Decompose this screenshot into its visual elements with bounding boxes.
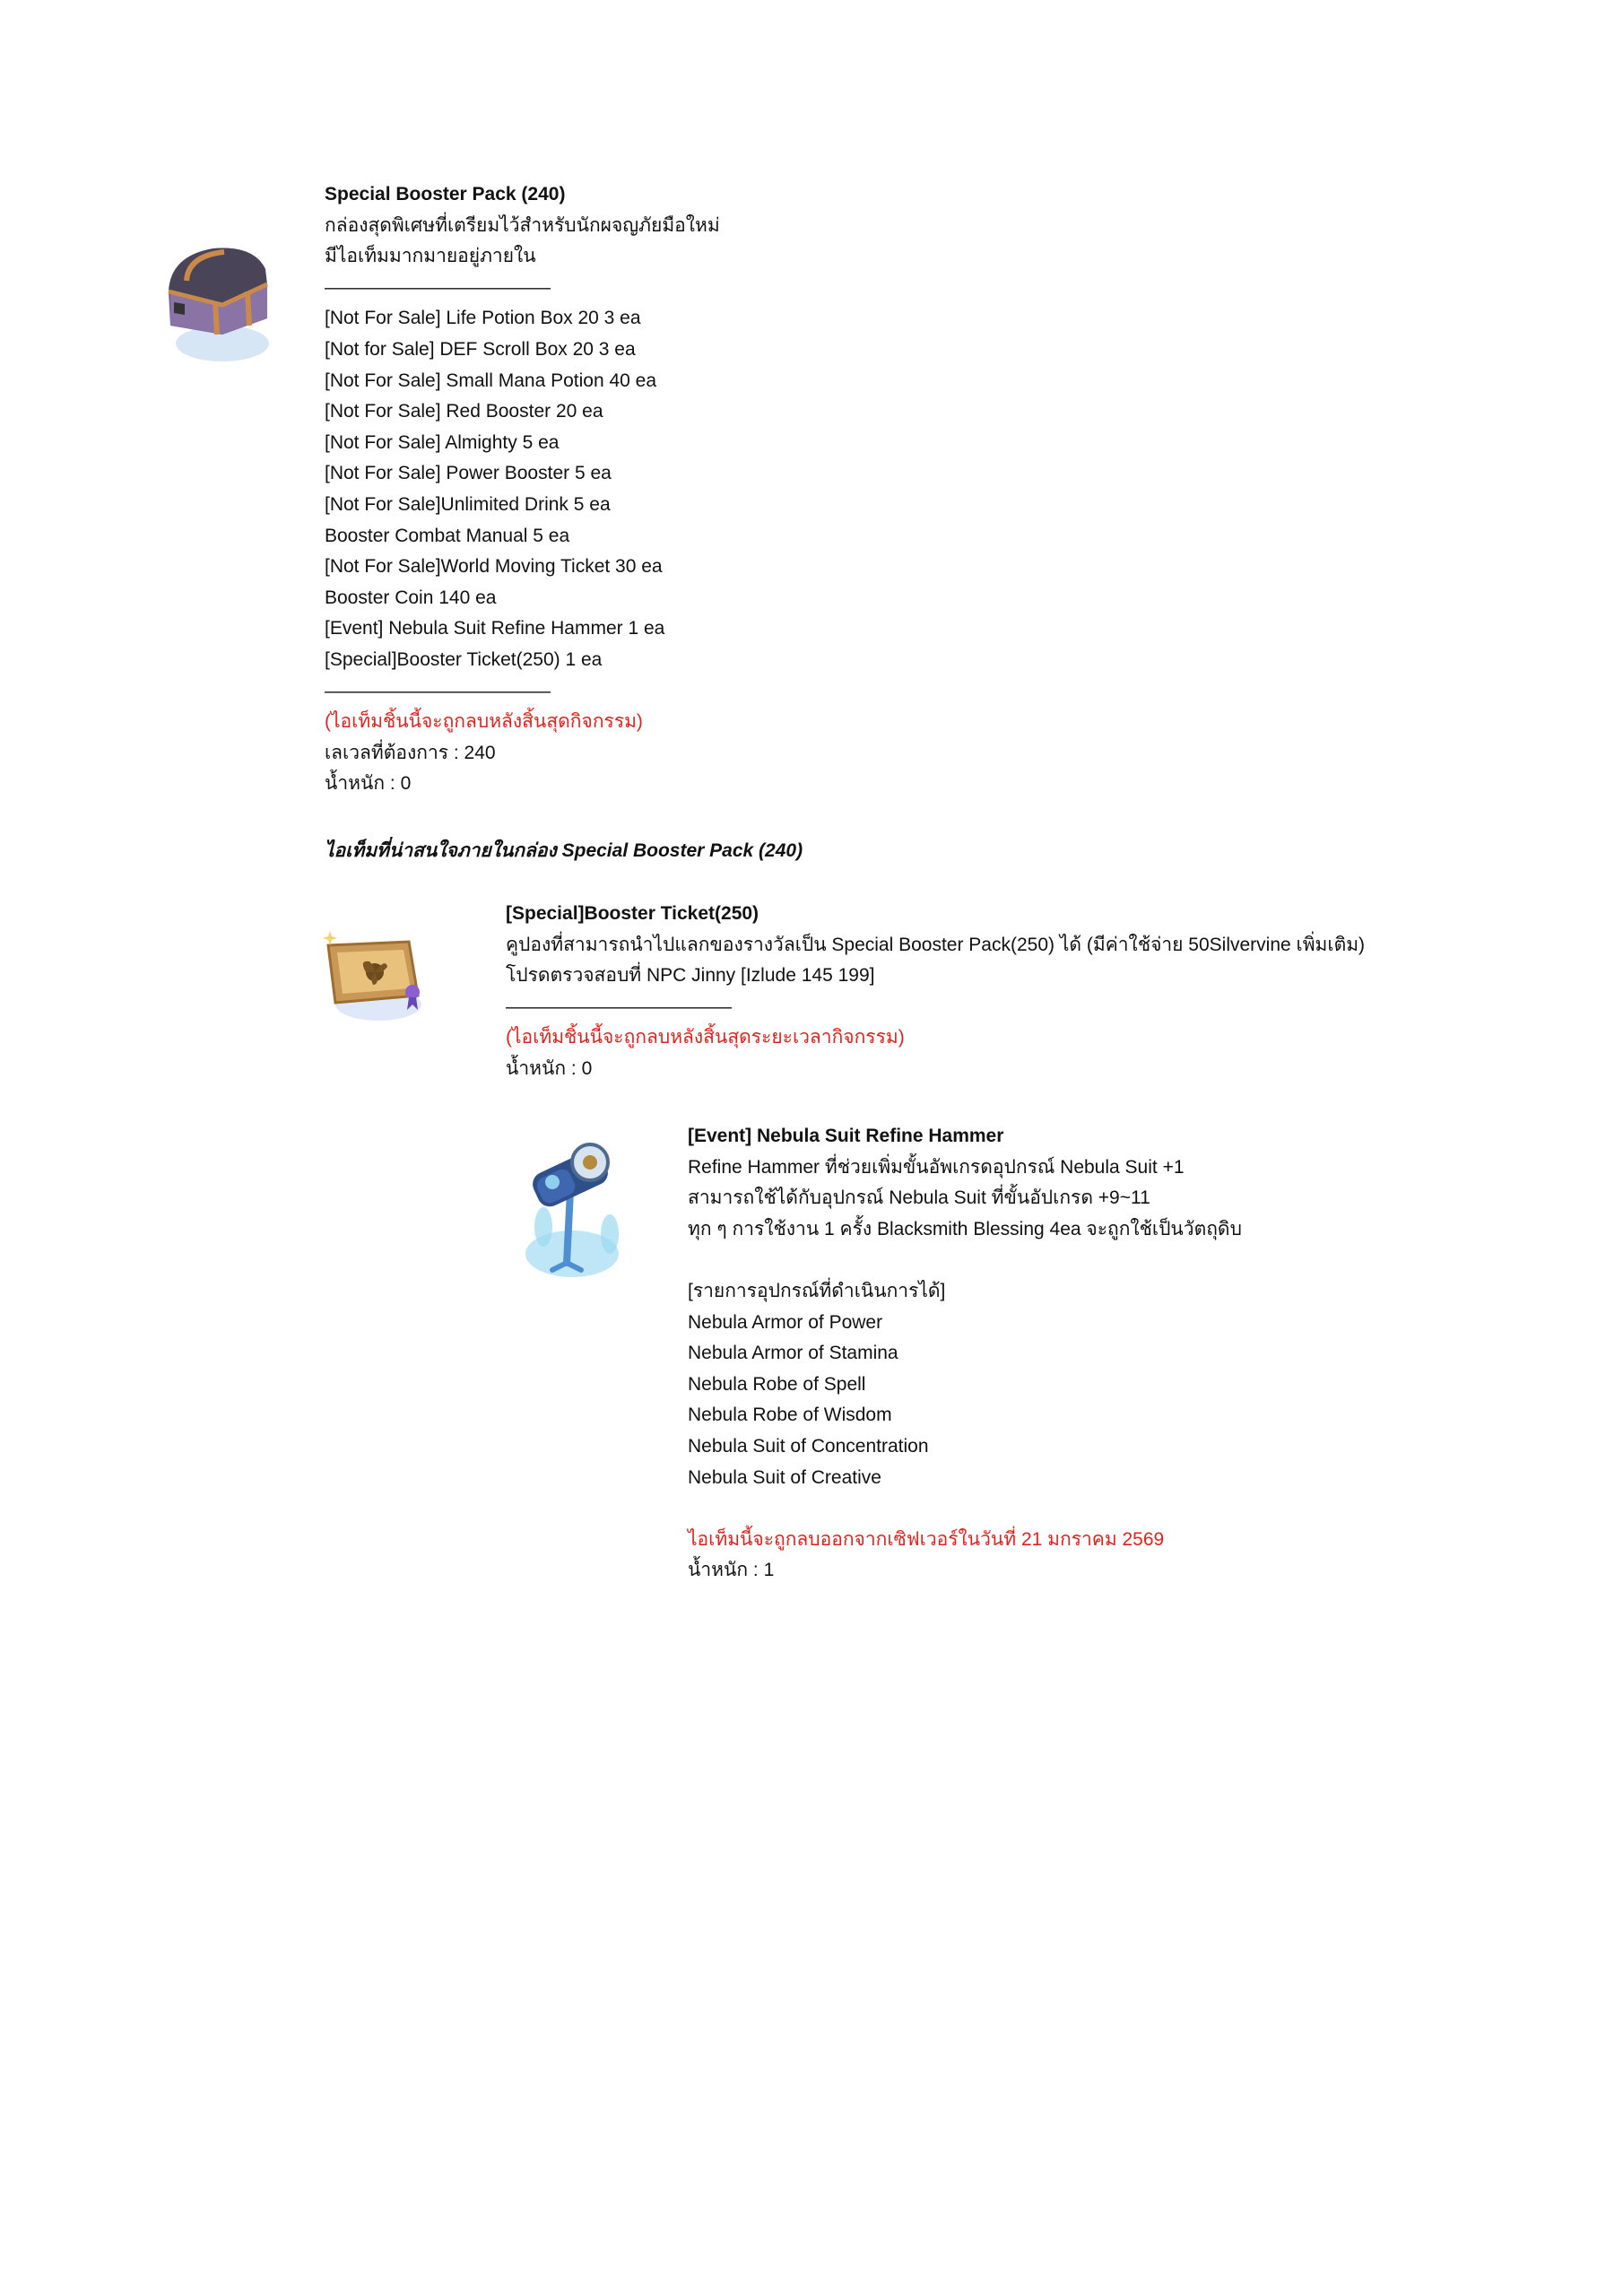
pack-warning: (ไอเท็มชิ้นนี้จะถูกลบหลังสิ้นสุดกิจกรรม) — [325, 711, 643, 733]
ticket-line-2: โปรดตรวจสอบที่ NPC Jinny [Izlude 145 199] — [506, 965, 875, 987]
equipment-item: Nebula Suit of Concentration — [688, 1435, 929, 1457]
pack-level: เลเวลที่ต้องการ : 240 — [325, 742, 496, 763]
hammer-line-2: สามารถใช้ได้กับอุปกรณ์ Nebula Suit ที่ขั้นอัปเกรด +9~11 — [688, 1187, 1150, 1209]
pack-description-2: มีไอเท็มมากมายอยู่ภายใน — [325, 246, 536, 267]
pack-item: [Special]Booster Ticket(250) 1 ea — [325, 648, 603, 670]
booster-ticket-icon — [323, 926, 430, 1024]
section-heading — [325, 836, 803, 867]
pack-item: [Not For Sale] Power Booster 5 ea — [325, 463, 612, 484]
pack-item: [Not For Sale] Small Mana Potion 40 ea — [325, 370, 657, 391]
hammer-section — [688, 1121, 1611, 1587]
equipment-item: Nebula Robe of Spell — [688, 1373, 866, 1395]
ticket-warning: (ไอเท็มชิ้นนี้จะถูกลบหลังสิ้นสุดระยะเวลากิจกรรม) — [506, 1027, 905, 1048]
pack-item: [Not For Sale] Almighty 5 ea — [325, 431, 560, 453]
ticket-section — [506, 899, 1609, 1085]
ticket-title: [Special]Booster Ticket(250) — [506, 903, 759, 924]
pack-item: [Not for Sale] DEF Scroll Box 20 3 ea — [325, 338, 636, 360]
hammer-title: [Event] Nebula Suit Refine Hammer — [688, 1126, 1004, 1146]
pack-item: [Not For Sale]Unlimited Drink 5 ea — [325, 493, 611, 515]
pack-item: [Event] Nebula Suit Refine Hammer 1 ea — [325, 618, 665, 639]
section-heading-name: Special Booster Pack (240) — [561, 840, 803, 861]
equipment-item: Nebula Armor of Power — [688, 1311, 883, 1333]
pack-item: Booster Combat Manual 5 ea — [325, 525, 570, 546]
equipment-item: Nebula Suit of Creative — [688, 1466, 881, 1488]
pack-item: Booster Coin 140 ea — [325, 587, 497, 608]
pack-item: [Not For Sale] Life Potion Box 20 3 ea — [325, 308, 641, 329]
pack-weight: น้ำหนัก : 0 — [325, 773, 412, 795]
hammer-line-3: ทุก ๆ การใช้งาน 1 ครั้ง Blacksmith Blessing 4ea จะถูกใช้เป็นวัตถุดิบ — [688, 1218, 1242, 1239]
blank-line — [688, 1493, 1611, 1525]
hammer-weight: น้ำหนัก : 1 — [688, 1560, 775, 1581]
ticket-weight: น้ำหนัก : 0 — [506, 1057, 593, 1079]
pack-title: Special Booster Pack (240) — [325, 184, 566, 204]
pack-divider-bottom: ———————————— — [325, 680, 551, 701]
equipment-item: Nebula Armor of Stamina — [688, 1343, 898, 1364]
hammer-warning: ไอเท็มนี้จะถูกลบออกจากเซิฟเวอร์ในวันที่ 21 มกราคม 2569 — [688, 1528, 1165, 1550]
pack-item: [Not For Sale]World Moving Ticket 30 ea — [325, 556, 663, 578]
refine-hammer-icon — [516, 1128, 633, 1281]
pack-section — [325, 179, 952, 800]
hammer-line-1: Refine Hammer ที่ช่วยเพิ่มขั้นอัพเกรดอุปกรณ์ Nebula Suit +1 — [688, 1156, 1185, 1178]
pack-divider-top: ———————————— — [325, 276, 551, 298]
treasure-chest-icon — [160, 229, 276, 363]
ticket-line-1: คูปองที่สามารถนำไปแลกของรางวัลเป็น Special Booster Pack(250) ได้ (มีค่าใช้จ่าย 50Silvervine เพิ่มเติม) — [506, 934, 1366, 955]
equipment-item: Nebula Robe of Wisdom — [688, 1405, 892, 1426]
pack-description-1: กล่องสุดพิเศษที่เตรียมไว้สำหรับนักผจญภัยมือใหม่ — [325, 214, 720, 236]
blank-line — [688, 1245, 1611, 1276]
ticket-divider: ———————————— — [506, 996, 732, 1017]
pack-item: [Not For Sale] Red Booster 20 ea — [325, 401, 603, 422]
hammer-list-heading: [รายการอุปกรณ์ที่ดำเนินการได้] — [688, 1280, 946, 1301]
section-heading-thai: ไอเท็มที่น่าสนใจภายในกล่อง — [325, 840, 557, 861]
